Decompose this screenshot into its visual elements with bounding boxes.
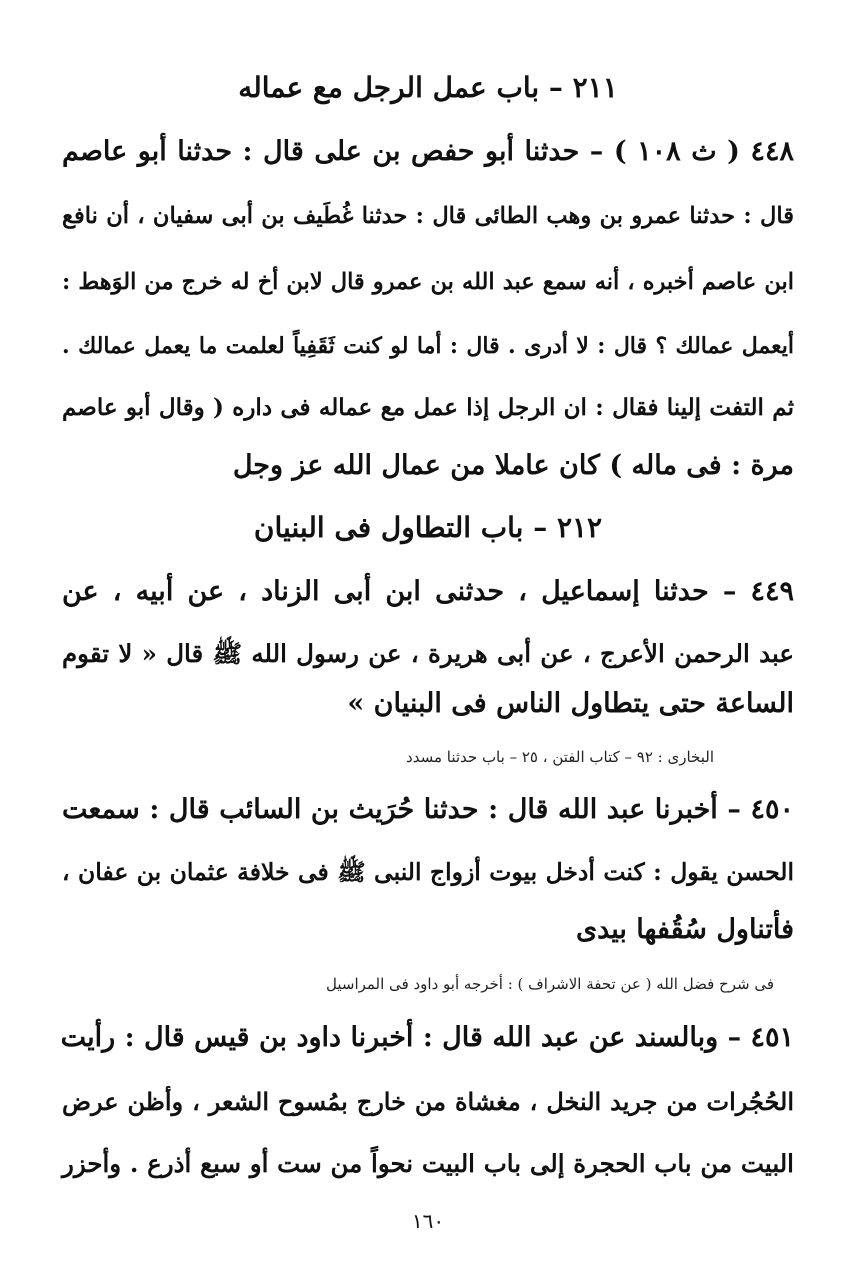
hadith-450-line-1: ٤٥٠ – أخبرنا عبد الله قال : حدثنا حُرَيث بن السائب قال : سمعت: [62, 794, 794, 825]
page-number: ١٦٠: [411, 1209, 445, 1233]
hadith-448-line-4: أيعمل عمالك ؟ قال : لا أدرى . قال : أما لو كنت ثَقَفِياً لعلمت ما يعمل عمالك .: [62, 333, 794, 359]
hadith-449-line-1: ٤٤٩ – حدثنا إسماعيل ، حدثنى ابن أبى الزناد ، عن أبيه ، عن: [62, 576, 794, 607]
hadith-448-line-2: قال : حدثنا عمرو بن وهب الطائى قال : حدثنا غُطَيف بن أبى سفيان ، أن نافع: [62, 203, 794, 229]
hadith-449-line-2: عبد الرحمن الأعرج ، عن أبى هريرة ، عن رسول الله ﷺ قال « لا تقوم: [62, 639, 794, 668]
footnote-bukhari: البخارى : ٩٢ – كتاب الفتن ، ٢٥ – باب حدثنا مسدد: [406, 748, 714, 766]
hadith-451-line-3: البيت من باب الحجرة إلى باب البيت نحواً من ست أو سبع أذرع . وأحزر: [62, 1149, 794, 1178]
hadith-451-line-1: ٤٥١ – وبالسند عن عبد الله قال : أخبرنا داود بن قيس قال : رأيت: [60, 1022, 794, 1053]
hadith-448-line-6: مرة : فى ماله ) كان عاملا من عمال الله عز وجل: [232, 450, 794, 481]
hadith-448-line-3: ابن عاصم أخبره ، أنه سمع عبد الله بن عمرو قال لابن أخ له خرج من الوَهط :: [62, 269, 794, 295]
book-page: [62, 0, 794, 1262]
chapter-heading-212: ٢١٢ – باب التطاول فى البنيان: [253, 511, 603, 544]
hadith-451-line-2: الحُجُرات من جريد النخل ، مغشاة من خارج بمُسوح الشعر ، وأظن عرض: [62, 1087, 794, 1116]
footnote-tuhfa: فى شرح فضل الله ( عن تحفة الاشراف ) : أخرجه أبو داود فى المراسيل: [325, 975, 774, 993]
chapter-heading-211: ٢١١ – باب عمل الرجل مع عماله: [238, 71, 618, 104]
hadith-450-line-3: فأتناول سُقُفها بيدى: [575, 914, 794, 945]
hadith-450-line-2: الحسن يقول : كنت أدخل بيوت أزواج النبى ﷺ فى خلافة عثمان بن عفان ،: [62, 858, 794, 886]
hadith-449-line-3: الساعة حتى يتطاول الناس فى البنيان »: [347, 688, 794, 719]
hadith-448-line-1: ٤٤٨ ( ث ١٠٨ ) – حدثنا أبو حفص بن على قال : حدثنا أبو عاصم: [62, 136, 794, 167]
hadith-448-line-5: ثم التفت إلينا فقال : ان الرجل إذا عمل مع عماله فى داره ( وقال أبو عاصم: [62, 394, 794, 421]
